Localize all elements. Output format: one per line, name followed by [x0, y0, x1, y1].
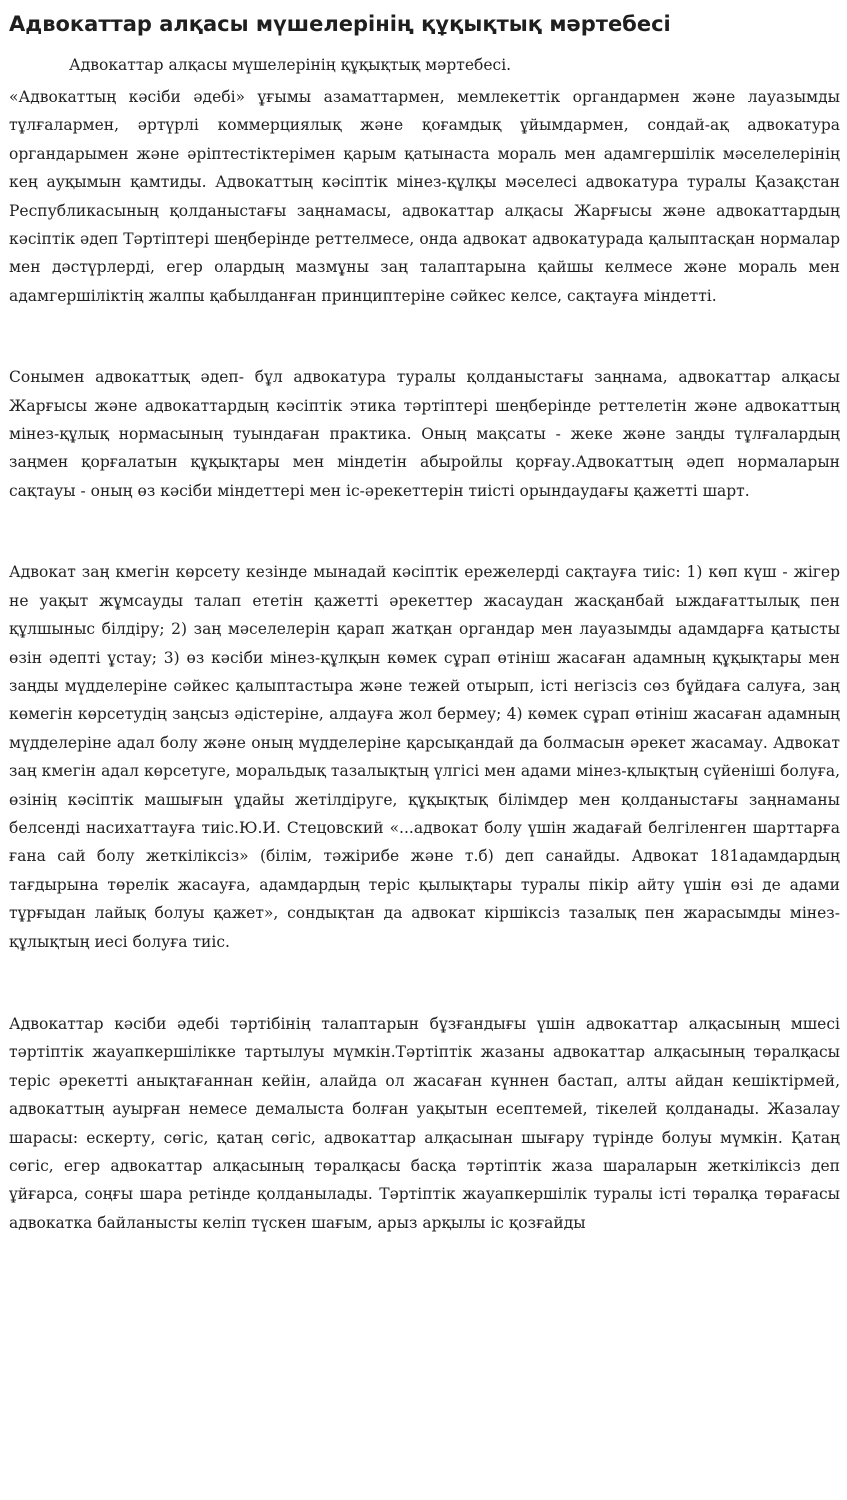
paragraph-ethics-definition: Сонымен адвокаттық әдеп- бұл адвокатура туралы қолданыстағы заңнама, адвокаттар алқасы Жарғысы және адвокаттардың кәсіптік этика тәртіптері шеңберінде реттелетін және адвокаттың мінез-құлық нормасының туындаған практика. Оның мақсаты - жеке және заңды тұлғалардың заңмен қорғалатын құқықтары мен міндетін абыройлы қорғау.Адвокаттың әдеп нормаларын сақтауы - оның өз кәсіби міндеттері мен іс-әрекеттерін тиісті орындаудағы қажетті шарт. — [9, 368, 840, 500]
paragraph-professional-ethics: «Адвокаттың кәсіби әдебі» ұғымы азаматтармен, мемлекеттік органдармен және лауазымды тұлғалармен, әртүрлі коммерциялық және қоғамдық ұйымдармен, сондай-ақ адвокатура органдарымен және әріптестіктерімен қарым қатынаста мораль мен адамгершілік мәселелерінің кең ауқымын қамтиды. Адвокаттың кәсіптік мінез-құлқы мәселесі адвокатура туралы Қазақстан Республикасының қолданыстағы заңнамасы, адвокаттар алқасы Жарғысы және адвокаттардың кәсіптік әдеп Тәртіптері шеңберінде реттелмесе, онда адвокат адвокатурада қалыптасқан нормалар мен дәстүрлерді, егер олардың мазмұны заң талаптарына қайшы келмесе және мораль мен адамгершіліктің жалпы қабылданған принциптеріне сәйкес келсе, сақтауға міндетті. — [9, 88, 840, 305]
paragraph-professional-rules: Адвокат заң кмегін көрсету кезінде мынадай кәсіптік ережелерді сақтауға тиіс: 1) көп күш - жігер не уақыт жұмсауды талап ететін қажетті әрекеттер жасаудан жасқанбай ыждағаттылық пен құлшыныс білдіру; 2) заң мәселелерін қарап жатқан органдар мен лауазымды адамдарға қатысты өзін әдепті ұстау; 3) өз кәсіби мінез-құлқын көмек сұрап өтініш жасаған адамның құқықтары мен заңды мүдделеріне сәйкес қалыптастыра және тежей отырып, істі негізсіз сөз бұйдаға салуға, заң көмегін көрсетудің заңсыз әдістеріне, алдауға жол бермеу; 4) көмек сұрап өтініш жасаған адамның мүдделеріне адал болу және оның мүдделеріне қарсықандай да болмасын әрекет жасамау. Адвокат заң кмегін адал көрсетуге, моральдық тазалықтың үлгісі мен адами мінез-қлықтың сүйеніші болуға, өзінің кәсіптік машығын ұдайы жетілдіруге, құқықтық білімдер мен қолданыстағы заңнаманы белсенді насихаттауға тиіс.Ю.И. Стецовский «...адвокат болу үшін жадағай белгіленген шарттарға ғана сай болу жеткіліксіз» (білім, тәжірибе және т.б) деп санайды. Адвокат 181адамдардың тағдырына төрелік жасауға, адамдардың теріс қылықтары туралы пікір айту үшін өзі де адами тұрғыдан лайық болуы қажет», сондықтан да адвокат кіршіксіз тазалық пен жарасымды мінез-құлықтың иесі болуға тиіс. — [9, 563, 840, 951]
paragraph-disciplinary-liability: Адвокаттар кәсіби әдебі тәртібінің талаптарын бұзғандығы үшін адвокаттар алқасының мшесі тәртіптік жауапкершілікке тартылуы мүмкін.Тәртіптік жазаны адвокаттар алқасының төралқасы теріс әрекетті анықтағаннан кейін, алайда ол жасаған күннен бастап, алты айдан кешіктірмей, адвокаттың ауырған немесе демалыста болған уақытын есептемей, тікелей қолданады. Жазалау шарасы: ескерту, сөгіс, қатаң сөгіс, адвокаттар алқасынан шығару түрінде болуы мүмкін. Қатаң сөгіс, егер адвокаттар алқасының төралқасы басқа тәртіптік жаза шараларын жеткіліксіз деп ұйғарса, соңғы шара ретінде қолданылады. Тәртіптік жауапкершілік туралы істі төралқа төрағасы адвокатка байланысты келіп түскен шағым, арыз арқылы іс қозғайды — [9, 1014, 840, 1232]
document-page — [9, 8, 840, 1237]
document-subtitle: Адвокаттар алқасы мүшелерінің құқықтық мәртебесі. — [69, 56, 512, 74]
page-title: Адвокаттар алқасы мүшелерінің құқықтық мәртебесі — [9, 12, 671, 36]
